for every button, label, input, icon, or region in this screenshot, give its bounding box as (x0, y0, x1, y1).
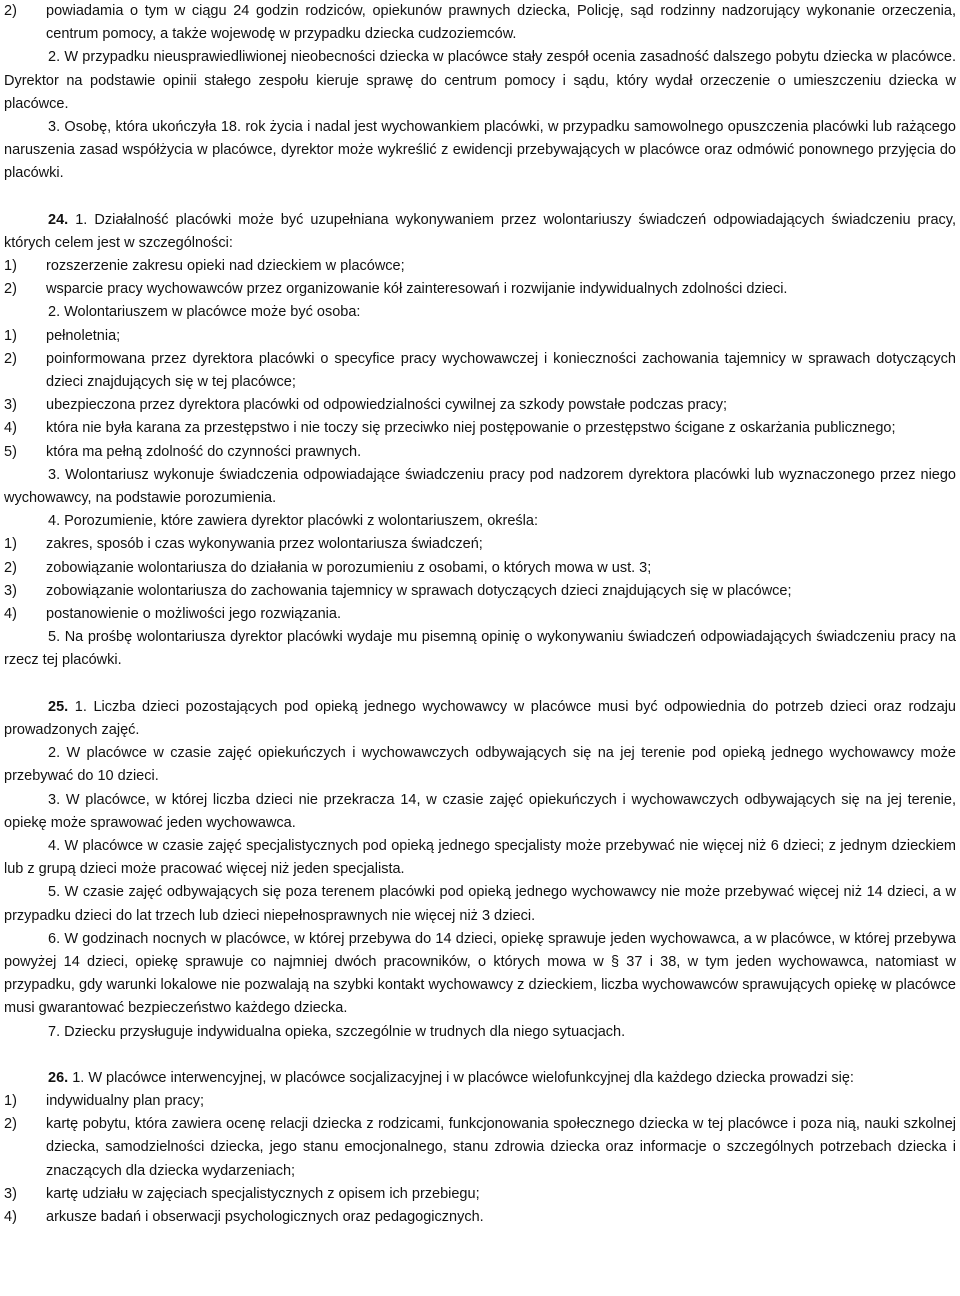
list-item-text: kartę udziału w zajęciach specjalistycznych z opisem ich przebiegu; (46, 1185, 480, 1202)
paragraph-text: 3. Osobę, która ukończyła 18. rok życia i nadal jest wychowankiem placówki, w przypadku samowolnego opuszczenia placówki lub rażącego naruszenia zasad współżycia w placówce, dyrektor może wykreślić z ewidencji przebywających w placówce oraz odmówić ponownego przyjęcia do placówki. (4, 119, 956, 182)
list-item-number: 1) (4, 1092, 17, 1109)
list-item (4, 394, 956, 417)
paragraph (4, 626, 956, 672)
list-item-number: 4) (4, 420, 17, 437)
paragraph (4, 789, 956, 835)
list-item-text: postanowienie o możliwości jego rozwiązania. (46, 606, 341, 623)
section-paragraph (4, 209, 956, 255)
paragraph (4, 116, 956, 186)
section-number: 25. (48, 698, 69, 715)
paragraph-text: 2. Wolontariuszem w placówce może być osoba: (48, 304, 361, 321)
list-item-text: kartę pobytu, która zawiera ocenę relacji dziecka z rodzicami, funkcjonowania społecznego dziecka w tej placówce i poza nią, nauki szkolnej dziecka, samodzielności dziecka, jego stanu emocjonalnego, stanu zdrowia dziecka oraz informacje o szczególnych potrzebach dziecka i znaczących dla dziecka wydarzeniach; (46, 1116, 956, 1179)
paragraph-text: 2. W przypadku nieusprawiedliwionej nieobecności dziecka w placówce stały zespół ocenia zasadność dalszego pobytu dziecka w placówce. Dyrektor na podstawie opinii stałego zespołu kieruje sprawę do centrum pomocy i sądu, który wydał orzeczenie o umieszczeniu dziecka w placówce. (4, 49, 956, 112)
section-gap (4, 186, 956, 209)
list-item (4, 533, 956, 556)
paragraph-text: 5. Na prośbę wolontariusza dyrektor placówki wydaje mu pisemną opinię o wykonywaniu świadczeń odpowiadających świadczeniu pracy na rzecz tej placówki. (4, 629, 956, 669)
paragraph (4, 46, 956, 116)
list-item-text: zakres, sposób i czas wykonywania przez wolontariusza świadczeń; (46, 536, 483, 553)
paragraph (4, 1021, 956, 1044)
list-item-number: 1) (4, 536, 17, 553)
list-item-text: poinformowana przez dyrektora placówki o specyfice pracy wychowawczej i konieczności zachowania tajemnicy w sprawach dotyczących dzieci znajdujących się w tej placówce; (46, 350, 956, 391)
list-item (4, 417, 956, 440)
paragraph (4, 301, 956, 324)
list-item-number: 3) (4, 397, 17, 414)
paragraph (4, 464, 956, 510)
list-item (4, 348, 956, 394)
list-item-number: 4) (4, 606, 17, 623)
list-item-number: 2) (4, 3, 17, 19)
paragraph (4, 928, 956, 1021)
list-item (4, 603, 956, 626)
list-item-number: 2) (4, 559, 17, 576)
list-item-number: 3) (4, 1185, 17, 1202)
list-item-number: 1) (4, 258, 17, 275)
list-item (4, 1206, 956, 1229)
paragraph-text: 1. W placówce interwencyjnej, w placówce socjalizacyjnej i w placówce wielofunkcyjnej dla każdego dziecka prowadzi się: (68, 1069, 854, 1086)
section-paragraph (4, 1067, 956, 1090)
list-item-number: 2) (4, 1116, 17, 1133)
list-item-text: która nie była karana za przestępstwo i nie toczy się przeciwko niej postępowanie o przestępstwo ścigane z oskarżania publicznego; (46, 420, 896, 437)
paragraph-text: 7. Dziecku przysługuje indywidualna opieka, szczególnie w trudnych dla niego sytuacjach. (48, 1023, 626, 1040)
list-item (4, 325, 956, 348)
list-item (4, 1113, 956, 1183)
paragraph-text: 3. Wolontariusz wykonuje świadczenia odpowiadające świadczeniu pracy pod nadzorem dyrektora placówki lub wyznaczonego przez niego wychowawcy, na podstawie porozumienia. (4, 466, 956, 507)
list-item (4, 0, 956, 46)
paragraph-text: 2. W placówce w czasie zajęć opiekuńczych i wychowawczych odbywających się na jej terenie pod opieką jednego wychowawcy może przebywać do 10 dzieci. (4, 745, 956, 785)
paragraph (4, 835, 956, 881)
list-item-text: arkusze badań i obserwacji psychologicznych oraz pedagogicznych. (46, 1208, 484, 1225)
paragraph (4, 881, 956, 927)
list-item-text: ubezpieczona przez dyrektora placówki od odpowiedzialności cywilnej za szkody powstałe podczas pracy; (46, 397, 728, 414)
section-number: 24. (48, 211, 69, 228)
section-gap (4, 673, 956, 696)
paragraph-text: 1. Liczba dzieci pozostających pod opieką jednego wychowawcy w placówce musi być odpowiednia do potrzeb dzieci oraz rodzaju prowadzonych zajęć. (4, 698, 956, 738)
list-item-text: pełnoletnia; (46, 327, 121, 344)
list-item (4, 278, 956, 301)
list-item-text: wsparcie pracy wychowawców przez organizowanie kół zainteresowań i rozwijanie indywidualnych zdolności dzieci. (46, 281, 788, 298)
paragraph-text: 4. Porozumienie, które zawiera dyrektor placówki z wolontariuszem, określa: (48, 513, 538, 530)
section-paragraph (4, 696, 956, 742)
list-item (4, 441, 956, 464)
list-item-number: 3) (4, 582, 17, 599)
list-item-number: 1) (4, 327, 17, 344)
list-item (4, 580, 956, 603)
list-item-text: powiadamia o tym w ciągu 24 godzin rodziców, opiekunów prawnych dziecka, Policję, sąd rodzinny nadzorujący wykonanie orzeczenia, centrum pomocy, a także wojewodę w przypadku dziecka cudzoziemców. (46, 3, 956, 43)
list-item-number: 4) (4, 1208, 17, 1225)
list-item-text: zobowiązanie wolontariusza do zachowania tajemnicy w sprawach dotyczących dzieci znajdujących się w placówce; (46, 582, 792, 599)
paragraph-text: 4. W placówce w czasie zajęć specjalistycznych pod opieką jednego specjalisty może przebywać nie więcej niż 6 dzieci; z jednym dzieckiem lub z grupą dzieci może pracować więcej niż jeden specjalista. (4, 837, 956, 878)
list-item-number: 2) (4, 281, 17, 298)
paragraph (4, 510, 956, 533)
paragraph (4, 742, 956, 788)
list-item (4, 557, 956, 580)
section-gap (4, 1044, 956, 1067)
list-item-number: 5) (4, 443, 17, 460)
section-number: 26. (48, 1069, 69, 1086)
paragraph-text: 1. Działalność placówki może być uzupełniana wykonywaniem przez wolontariuszy świadczeń odpowiadających świadczeniu pracy, których celem jest w szczególności: (4, 211, 956, 251)
list-item (4, 1090, 956, 1113)
list-item (4, 255, 956, 278)
paragraph-text: 6. W godzinach nocnych w placówce, w której przebywa do 14 dzieci, opiekę sprawuje jeden wychowawca, a w placówce, w której przebywa powyżej 14 dzieci, opiekę sprawuje co najmniej dwóch pracowników, o których mowa w § 37 i 38, w tym jeden wychowawca, natomiast w przypadku, gdy warunki lokalowe nie pozwalają na szybki kontakt wychowawcy z dzieckiem, liczba wychowawców sprawujących opiekę w placówce musi gwarantować bezpieczeństwo każdego dziecka. (4, 930, 956, 1017)
list-item-text: która ma pełną zdolność do czynności prawnych. (46, 443, 362, 460)
paragraph-text: 5. W czasie zajęć odbywających się poza terenem placówki pod opieką jednego wychowawcy nie może przebywać więcej niż 14 dzieci, a w przypadku dzieci do lat trzech lub dzieci niepełnosprawnych nie więcej niż 3 dzieci. (4, 884, 956, 924)
list-item (4, 1183, 956, 1206)
list-item-number: 2) (4, 350, 17, 367)
list-item-text: indywidualny plan pracy; (46, 1092, 204, 1109)
list-item-text: zobowiązanie wolontariusza do działania w porozumieniu z osobami, o których mowa w ust. 3; (46, 559, 652, 576)
list-item-text: rozszerzenie zakresu opieki nad dzieckiem w placówce; (46, 258, 405, 275)
paragraph-text: 3. W placówce, w której liczba dzieci nie przekracza 14, w czasie zajęć opiekuńczych i wychowawczych odbywających się na jej terenie, opiekę może sprawować jeden wychowawca. (4, 791, 956, 831)
